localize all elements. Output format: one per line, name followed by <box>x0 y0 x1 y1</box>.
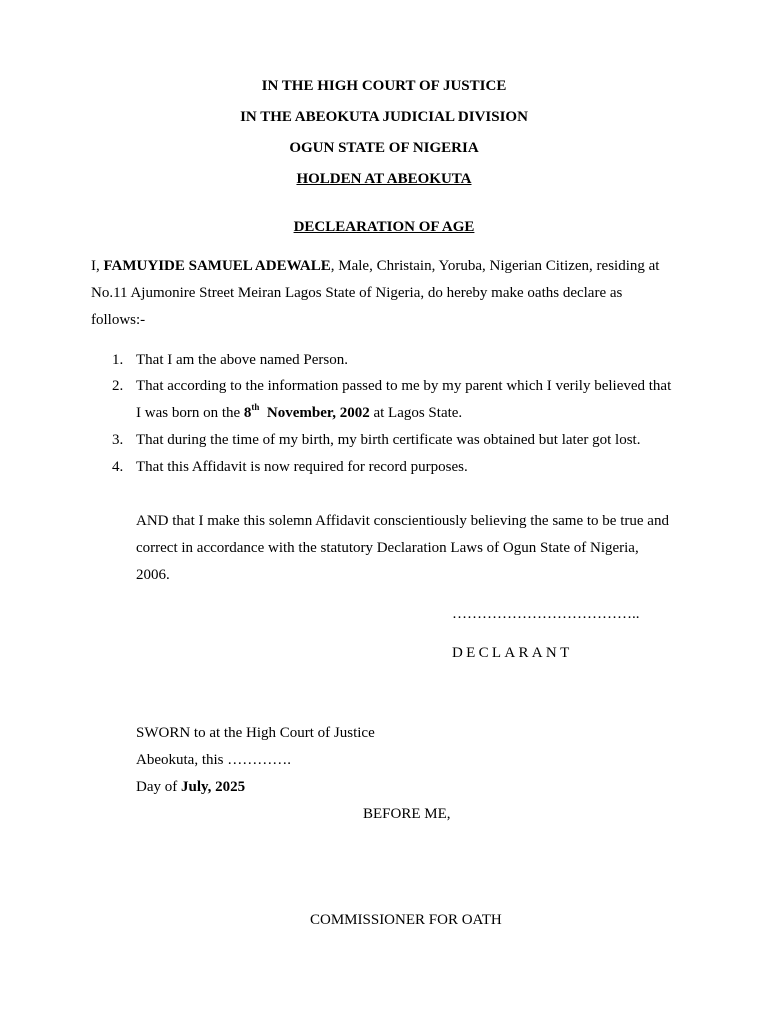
state-heading: OGUN STATE OF NIGERIA <box>289 140 479 156</box>
commissioner-label: COMMISSIONER FOR OATH <box>310 912 502 928</box>
sworn-day-prefix: Day of <box>136 779 181 795</box>
list-item-text: That during the time of my birth, my birth certificate was obtained but later got lost. <box>136 432 641 448</box>
list-item-text: That according to the information passed to me by my parent which I verily believed that <box>136 378 672 394</box>
court-heading: IN THE HIGH COURT OF JUSTICE <box>261 78 507 94</box>
declarant-name: FAMUYIDE SAMUEL ADEWALE <box>103 258 331 274</box>
solemn-line-3: 2006. <box>136 567 170 583</box>
list-item-number: 4. <box>112 459 124 475</box>
list-item-text: That this Affidavit is now required for record purposes. <box>136 459 468 475</box>
sworn-line-3 <box>136 778 245 796</box>
list-item-number: 1. <box>112 352 124 368</box>
intro-line-3: follows:- <box>91 312 146 328</box>
birth-place: at Lagos State. <box>369 405 463 421</box>
division-heading: IN THE ABEOKUTA JUDICIAL DIVISION <box>240 109 528 125</box>
intro-prefix: I, <box>91 258 104 274</box>
holden-heading: HOLDEN AT ABEOKUTA <box>296 171 472 187</box>
list-item-text: That I am the above named Person. <box>136 352 349 368</box>
birth-month-year: November, 2002 <box>266 405 370 421</box>
solemn-line-1: AND that I make this solemn Affidavit conscientiously believing the same to be true and <box>136 513 669 529</box>
sworn-line-1: SWORN to at the High Court of Justice <box>136 725 375 741</box>
birth-day: 8 <box>243 405 252 421</box>
signature-line: ……………………………….. <box>452 606 640 622</box>
solemn-line-2: correct in accordance with the statutory Declaration Laws of Ogun State of Nigeria, <box>136 540 639 556</box>
list-item-number: 3. <box>112 432 124 448</box>
birth-day-suffix: th <box>251 402 260 412</box>
before-me-label: BEFORE ME, <box>363 806 451 822</box>
sworn-line-2: Abeokuta, this …………. <box>136 752 291 768</box>
birth-prefix: I was born on the <box>136 405 244 421</box>
list-item-text-continued <box>136 404 462 422</box>
intro-line-2: No.11 Ajumonire Street Meiran Lagos State of Nigeria, do hereby make oaths declare as <box>91 285 623 301</box>
intro-line-1-rest: , Male, Christain, Yoruba, Nigerian Citizen, residing at <box>330 258 660 274</box>
declarant-label: DECLARANT <box>452 645 573 661</box>
sworn-date: July, 2025 <box>181 779 246 795</box>
intro-line-1 <box>91 257 659 275</box>
document-title: DECLEARATION OF AGE <box>293 219 475 235</box>
list-item-number: 2. <box>112 378 124 394</box>
